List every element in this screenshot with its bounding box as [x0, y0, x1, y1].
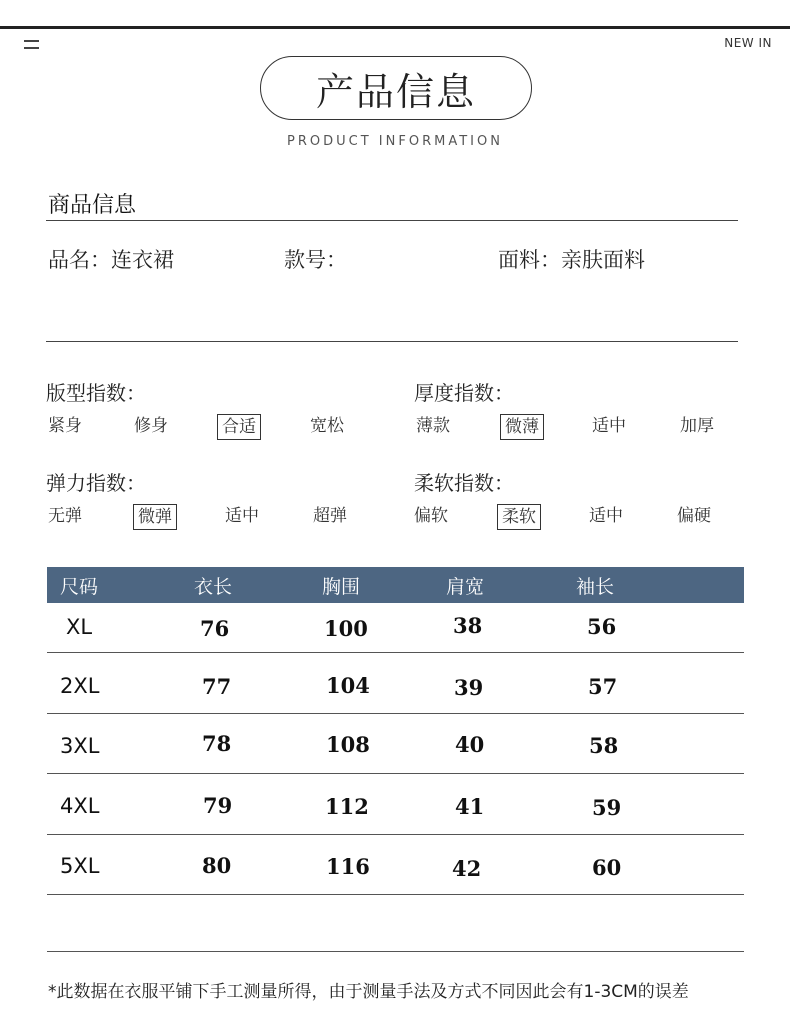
table-cell: 77	[202, 674, 232, 699]
table-cell: 42	[452, 856, 482, 881]
table-cell-size: 5XL	[60, 854, 100, 878]
table-cell: 100	[324, 616, 368, 641]
elasticity-option: 无弹	[48, 506, 82, 526]
softness-option: 偏软	[414, 506, 448, 526]
softness-index-title: 柔软指数：	[414, 471, 514, 495]
table-cell: 58	[589, 733, 619, 758]
table-cell-size: 3XL	[60, 734, 100, 758]
menu-icon[interactable]	[24, 40, 39, 49]
thickness-option: 适中	[592, 416, 626, 436]
table-cell: 57	[588, 674, 618, 699]
table-cell: 79	[203, 793, 233, 818]
table-cell: 78	[202, 731, 232, 756]
new-in-label: NEW IN	[724, 36, 772, 50]
thickness-index-title: 厚度指数：	[414, 381, 514, 405]
softness-option: 适中	[589, 506, 623, 526]
product-fabric: 面料：亲肤面料	[498, 248, 645, 272]
fit-option: 修身	[134, 416, 168, 436]
softness-option-selected: 柔软	[497, 504, 541, 530]
divider	[46, 341, 738, 342]
elasticity-option-selected: 微弹	[133, 504, 177, 530]
thickness-option: 薄款	[416, 416, 450, 436]
table-cell-size: 4XL	[60, 794, 100, 818]
divider	[46, 220, 738, 221]
thickness-option: 加厚	[680, 416, 714, 436]
row-divider	[47, 773, 744, 774]
table-cell: 38	[453, 613, 483, 638]
table-cell: 60	[592, 855, 622, 880]
top-border	[0, 26, 790, 29]
fit-option: 紧身	[48, 416, 82, 436]
elasticity-index-title: 弹力指数：	[46, 471, 146, 495]
page-title-text: 产品信息	[315, 69, 476, 114]
table-cell: 108	[326, 732, 370, 757]
column-header-length: 衣长	[194, 576, 233, 598]
elasticity-option: 超弹	[313, 506, 347, 526]
table-cell: 112	[325, 794, 369, 819]
table-cell: 116	[326, 854, 370, 879]
table-cell: 59	[592, 795, 622, 820]
product-model: 款号：	[284, 248, 347, 272]
table-cell: 40	[455, 732, 485, 757]
table-cell: 80	[202, 853, 232, 878]
thickness-option-selected: 微薄	[500, 414, 544, 440]
elasticity-option: 适中	[225, 506, 259, 526]
size-table-header	[47, 567, 744, 603]
measurement-note: *此数据在衣服平铺下手工测量所得，由于测量手法及方式不同因此会有1-3CM的误差	[48, 982, 689, 1002]
table-cell: 41	[455, 794, 485, 819]
table-cell-size: XL	[66, 615, 93, 639]
product-name: 品名：连衣裙	[48, 248, 174, 272]
column-header-bust: 胸围	[322, 576, 361, 598]
table-cell-size: 2XL	[60, 674, 100, 698]
row-divider	[47, 652, 744, 653]
column-header-shoulder: 肩宽	[446, 576, 485, 598]
divider	[47, 951, 744, 952]
fit-option-selected: 合适	[217, 414, 261, 440]
table-cell: 104	[326, 673, 370, 698]
row-divider	[47, 894, 744, 895]
row-divider	[47, 713, 744, 714]
softness-option: 偏硬	[677, 506, 711, 526]
table-cell: 56	[587, 614, 617, 639]
table-cell: 76	[200, 616, 230, 641]
row-divider	[47, 834, 744, 835]
column-header-sleeve: 袖长	[576, 576, 615, 598]
fit-index-title: 版型指数：	[46, 381, 146, 405]
page-subtitle: PRODUCT INFORMATION	[287, 134, 503, 149]
fit-option: 宽松	[310, 416, 344, 436]
section-title: 商品信息	[48, 193, 137, 218]
column-header-size: 尺码	[60, 576, 99, 598]
page-title	[260, 56, 532, 120]
table-cell: 39	[454, 675, 484, 700]
